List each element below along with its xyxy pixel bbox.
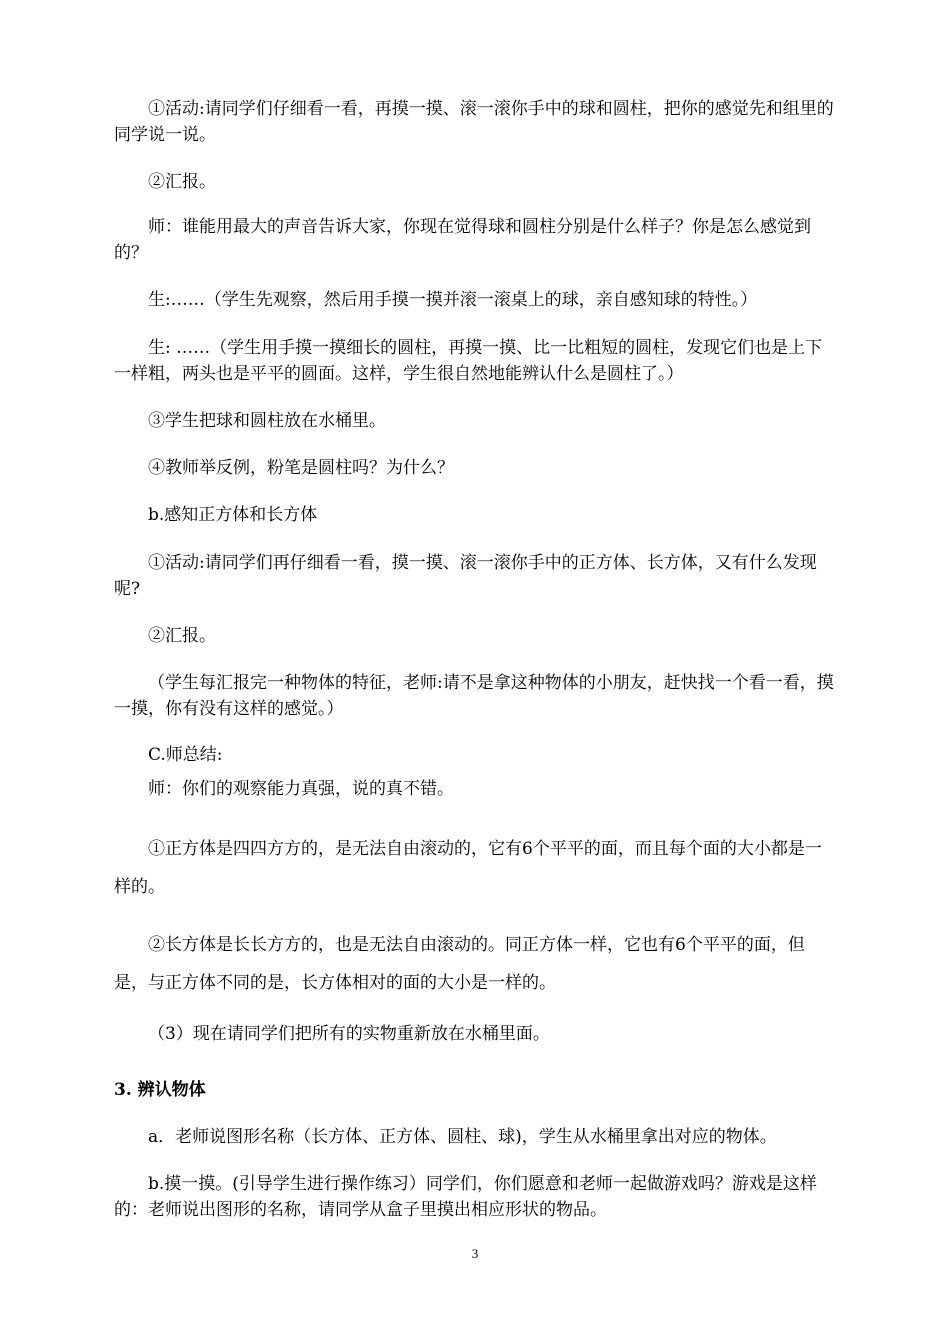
subheading-cube-cuboid: b.感知正方体和长方体 <box>148 505 318 525</box>
paragraph-report-1: ②汇报。 <box>148 172 216 192</box>
paragraph-activity-cube-cuboid: ①活动:请同学们再仔细看一看，摸一摸、滚一滚你手中的正方体、长方体，又有什么发现呢? <box>114 553 817 599</box>
paragraph-student-ball: 生:……（学生先观察，然后用手摸一摸并滚一滚桌上的球，亲自感知球的特性。） <box>148 290 758 310</box>
paragraph-cuboid-description: ②长方体是长长方方的，也是无法自由滚动的。同正方体一样，它也有6个平平的面，但是，与正方体不同的是，长方体相对的面的大小是一样的。 <box>114 935 805 993</box>
paragraph-put-in-bucket: ③学生把球和圆柱放在水桶里。 <box>148 411 386 431</box>
paragraph-return-objects: （3）现在请同学们把所有的实物重新放在水桶里面。 <box>148 1024 550 1044</box>
paragraph-teacher-praise: 师：你们的观察能力真强，说的真不错。 <box>148 779 454 799</box>
paragraph-touch-game: b.摸一摸。(引导学生进行操作练习）同学们，你们愿意和老师一起做游戏吗？游戏是这样的：老师说出图形的名称，请同学从盒子里摸出相应形状的物品。 <box>114 1174 817 1220</box>
paragraph-student-cylinder: 生: ……（学生用手摸一摸细长的圆柱，再摸一摸、比一比粗短的圆柱，发现它们也是上下一样粗，两头也是平平的圆面。这样，学生很自然地能辨认什么是圆柱了。） <box>114 338 823 384</box>
paragraph-teacher-question: 师：谁能用最大的声音告诉大家，你现在觉得球和圆柱分别是什么样子？你是怎么感觉到的？ <box>114 217 811 263</box>
subheading-teacher-summary: C.师总结: <box>148 745 223 765</box>
paragraph-cube-description: ①正方体是四四方方的，是无法自由滚动的，它有6个平平的面，而且每个面的大小都是一样的。 <box>114 839 822 897</box>
page-number: 3 <box>471 1246 479 1261</box>
paragraph-student-report-note: （学生每汇报完一种物体的特征，老师:请不是拿这种物体的小朋友，赶快找一个看一看，摸一摸，你有没有这样的感觉。） <box>114 673 834 719</box>
paragraph-name-shapes: a．老师说图形名称（长方体、正方体、圆柱、球)，学生从水桶里拿出对应的物体。 <box>148 1127 777 1147</box>
section-heading-identify-objects: 3. 辨认物体 <box>114 1080 206 1100</box>
paragraph-counter-example: ④教师举反例，粉笔是圆柱吗？为什么？ <box>148 458 454 478</box>
paragraph-activity-ball-cylinder: ①活动:请同学们仔细看一看，再摸一摸、滚一滚你手中的球和圆柱，把你的感觉先和组里的同学说一说。 <box>114 99 834 145</box>
paragraph-report-2: ②汇报。 <box>148 626 216 646</box>
